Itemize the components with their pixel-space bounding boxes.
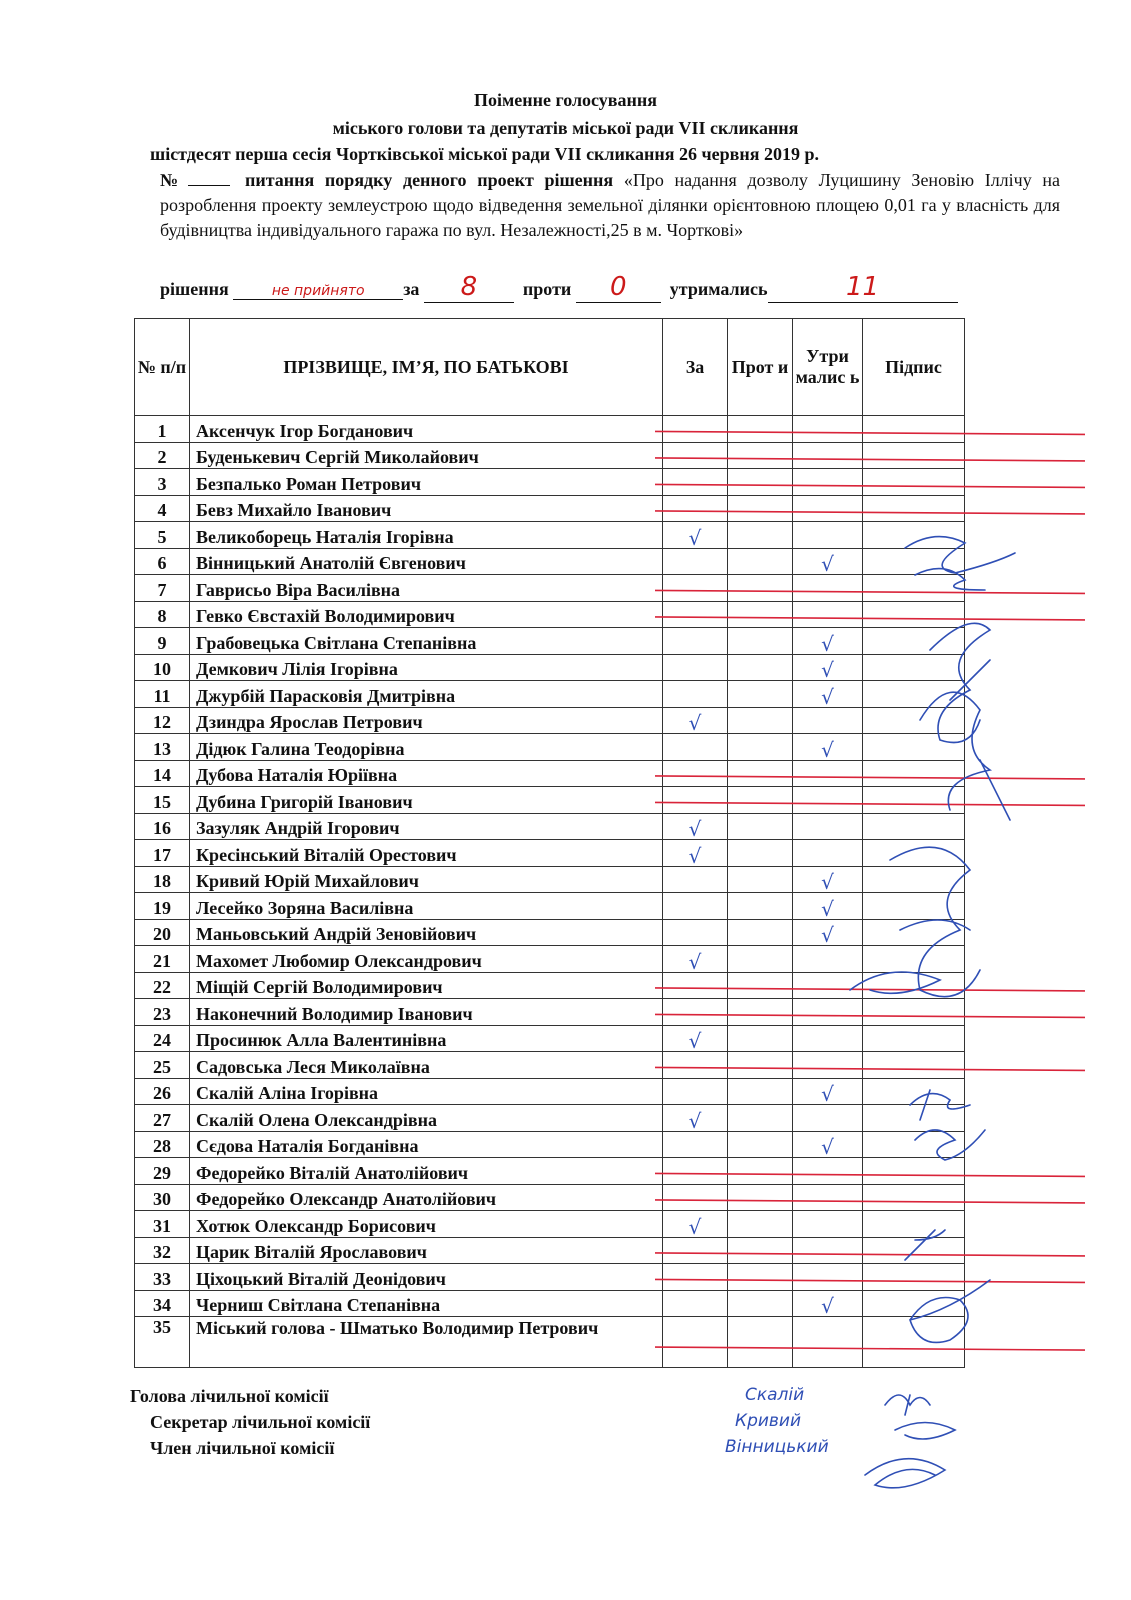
agenda-item xyxy=(160,168,1060,243)
row-number: 2 xyxy=(135,442,190,469)
table-header-row xyxy=(135,319,965,416)
row-number: 17 xyxy=(135,840,190,867)
row-number: 32 xyxy=(135,1237,190,1264)
deputy-name: Зазуляк Андрій Ігорович xyxy=(190,813,663,840)
signature-cell xyxy=(863,1290,965,1317)
against-label: проти xyxy=(522,279,572,299)
row-number: 33 xyxy=(135,1264,190,1291)
signature-cell xyxy=(863,1317,965,1368)
vote-abstain-cell xyxy=(793,813,863,840)
vote-abstain-cell xyxy=(793,548,863,575)
vote-for-cell xyxy=(663,1184,728,1211)
table-row xyxy=(135,628,965,655)
table-row xyxy=(135,1211,965,1238)
deputy-name: Грабовецька Світлана Степанівна xyxy=(190,628,663,655)
secretary-label: Секретар лічильної комісії xyxy=(150,1412,371,1432)
signature-cell xyxy=(863,442,965,469)
vote-against-cell xyxy=(728,522,793,549)
check-mark-icon: √ xyxy=(688,817,702,841)
table-row xyxy=(135,760,965,787)
vote-abstain-cell xyxy=(793,1052,863,1079)
row-number: 23 xyxy=(135,999,190,1026)
table-row xyxy=(135,442,965,469)
check-mark-icon: √ xyxy=(821,896,834,921)
check-mark-icon: √ xyxy=(688,1214,702,1239)
vote-for-cell xyxy=(663,1237,728,1264)
vote-abstain-cell xyxy=(793,1131,863,1158)
signature-cell xyxy=(863,1052,965,1079)
signature-cell xyxy=(863,760,965,787)
secretary-signature-name: Кривий xyxy=(735,1411,802,1431)
deputy-name: Бевз Михайло Іванович xyxy=(190,495,663,522)
deputy-name: Хотюк Олександр Борисович xyxy=(190,1211,663,1238)
vote-abstain-cell xyxy=(793,522,863,549)
row-number: 30 xyxy=(135,1184,190,1211)
vote-against-cell xyxy=(728,654,793,681)
deputy-name: Дубова Наталія Юріївна xyxy=(190,760,663,787)
vote-against-cell xyxy=(728,1237,793,1264)
vote-for-cell xyxy=(663,1025,728,1052)
row-number: 19 xyxy=(135,893,190,920)
vote-abstain-cell xyxy=(793,1078,863,1105)
vote-for-cell xyxy=(663,1317,728,1368)
deputy-name: Безпалько Роман Петрович xyxy=(190,469,663,496)
signature-cell xyxy=(863,840,965,867)
row-number: 7 xyxy=(135,575,190,602)
deputy-name: Кресінський Віталій Орестович xyxy=(190,840,663,867)
document-subtitle: міського голови та депутатів міської ради VII скликання xyxy=(332,118,799,138)
vote-against-cell xyxy=(728,919,793,946)
table-row xyxy=(135,1290,965,1317)
header-for: За xyxy=(663,319,728,416)
vote-for-cell xyxy=(663,946,728,973)
row-number: 20 xyxy=(135,919,190,946)
header-against: Прот и xyxy=(728,319,793,416)
vote-for-cell xyxy=(663,1052,728,1079)
signature-cell xyxy=(863,548,965,575)
vote-abstain-cell xyxy=(793,681,863,708)
row-number: 14 xyxy=(135,760,190,787)
row-number: 5 xyxy=(135,522,190,549)
deputy-name: Міщій Сергій Володимирович xyxy=(190,972,663,999)
row-number: 4 xyxy=(135,495,190,522)
deputy-name: Черниш Світлана Степанівна xyxy=(190,1290,663,1317)
deputy-name: Дубина Григорій Іванович xyxy=(190,787,663,814)
vote-against-cell xyxy=(728,1025,793,1052)
signature-cell xyxy=(863,919,965,946)
check-mark-icon: √ xyxy=(821,737,834,762)
vote-for-cell xyxy=(663,1131,728,1158)
table-row xyxy=(135,919,965,946)
vote-for-cell xyxy=(663,1264,728,1291)
vote-for-cell xyxy=(663,813,728,840)
check-mark-icon: √ xyxy=(821,870,834,894)
vote-abstain-cell xyxy=(793,1264,863,1291)
vote-abstain-cell xyxy=(793,1290,863,1317)
vote-against-cell xyxy=(728,1158,793,1185)
row-number: 1 xyxy=(135,416,190,443)
table-row xyxy=(135,1131,965,1158)
signature-cell xyxy=(863,522,965,549)
for-label: за xyxy=(403,279,420,299)
deputy-name: Міський голова - Шматько Володимир Петрович xyxy=(190,1317,663,1368)
signature-cell xyxy=(863,601,965,628)
table-row xyxy=(135,866,965,893)
vote-abstain-cell xyxy=(793,1158,863,1185)
row-number: 10 xyxy=(135,654,190,681)
session-line: шістдесят перша сесія Чортківської міської ради VII скликання 26 червня 2019 р. xyxy=(150,144,819,164)
check-mark-icon: √ xyxy=(688,525,702,550)
vote-against-cell xyxy=(728,548,793,575)
row-number: 18 xyxy=(135,866,190,893)
deputy-name: Дзиндра Ярослав Петрович xyxy=(190,707,663,734)
table-row xyxy=(135,495,965,522)
table-row xyxy=(135,548,965,575)
vote-for-cell xyxy=(663,1158,728,1185)
deputy-name: Царик Віталій Ярославович xyxy=(190,1237,663,1264)
deputy-name: Гаврисьо Віра Василівна xyxy=(190,575,663,602)
deputy-name: Федорейко Олександр Анатолійович xyxy=(190,1184,663,1211)
vote-abstain-cell xyxy=(793,1105,863,1132)
row-number: 15 xyxy=(135,787,190,814)
vote-for-cell xyxy=(663,495,728,522)
vote-for-cell xyxy=(663,999,728,1026)
table-row xyxy=(135,575,965,602)
signature-cell xyxy=(863,707,965,734)
vote-abstain-cell xyxy=(793,654,863,681)
deputy-name: Демкович Лілія Ігорівна xyxy=(190,654,663,681)
vote-abstain-cell xyxy=(793,840,863,867)
row-number: 3 xyxy=(135,469,190,496)
vote-against-cell xyxy=(728,734,793,761)
check-mark-icon: √ xyxy=(688,1108,702,1133)
vote-against-cell xyxy=(728,469,793,496)
deputy-name: Скалій Олена Олександрівна xyxy=(190,1105,663,1132)
vote-for-cell xyxy=(663,919,728,946)
item-prefix: № xyxy=(160,170,185,190)
decision-line xyxy=(160,272,958,303)
table-row xyxy=(135,999,965,1026)
signature-cell xyxy=(863,469,965,496)
row-number: 34 xyxy=(135,1290,190,1317)
table-row xyxy=(135,601,965,628)
vote-against-cell xyxy=(728,1211,793,1238)
vote-for-cell xyxy=(663,548,728,575)
vote-for-cell xyxy=(663,760,728,787)
check-mark-icon: √ xyxy=(821,1082,834,1106)
member-signature-name: Вінницький xyxy=(725,1437,829,1457)
vote-for-cell xyxy=(663,893,728,920)
table-row xyxy=(135,1184,965,1211)
vote-against-cell xyxy=(728,1131,793,1158)
vote-against-cell xyxy=(728,1105,793,1132)
signature-cell xyxy=(863,1264,965,1291)
deputy-name: Джурбій Парасковія Дмитрівна xyxy=(190,681,663,708)
item-number-blank xyxy=(188,185,230,186)
row-number: 16 xyxy=(135,813,190,840)
vote-against-cell xyxy=(728,601,793,628)
deputy-name: Лесейко Зоряна Василівна xyxy=(190,893,663,920)
signature-cell xyxy=(863,1131,965,1158)
deputy-name: Великоборець Наталія Ігорівна xyxy=(190,522,663,549)
row-number: 26 xyxy=(135,1078,190,1105)
chair-label: Голова лічильної комісії xyxy=(130,1386,329,1406)
vote-abstain-cell xyxy=(793,495,863,522)
header-name: ПРІЗВИЩЕ, ІМ’Я, ПО БАТЬКОВІ xyxy=(190,319,663,416)
vote-against-cell xyxy=(728,416,793,443)
signature-scribble xyxy=(885,1395,930,1415)
for-count: 8 xyxy=(424,272,514,303)
vote-abstain-cell xyxy=(793,734,863,761)
deputy-name: Федорейко Віталій Анатолійович xyxy=(190,1158,663,1185)
table-row xyxy=(135,522,965,549)
vote-abstain-cell xyxy=(793,1317,863,1368)
vote-for-cell xyxy=(663,654,728,681)
signature-cell xyxy=(863,893,965,920)
signature-cell xyxy=(863,1025,965,1052)
signature-cell xyxy=(863,416,965,443)
check-mark-icon: √ xyxy=(821,552,834,576)
vote-for-cell xyxy=(663,707,728,734)
row-number: 24 xyxy=(135,1025,190,1052)
row-number: 6 xyxy=(135,548,190,575)
vote-abstain-cell xyxy=(793,787,863,814)
table-row xyxy=(135,654,965,681)
table-row xyxy=(135,946,965,973)
vote-abstain-cell xyxy=(793,946,863,973)
table-row xyxy=(135,1052,965,1079)
vote-for-cell xyxy=(663,575,728,602)
signature-cell xyxy=(863,1184,965,1211)
item-label: питання порядку денного проект рішення xyxy=(244,170,614,190)
vote-against-cell xyxy=(728,893,793,920)
vote-for-cell xyxy=(663,1105,728,1132)
row-number: 29 xyxy=(135,1158,190,1185)
deputy-name: Скалій Аліна Ігорівна xyxy=(190,1078,663,1105)
signature-cell xyxy=(863,1105,965,1132)
vote-against-cell xyxy=(728,1078,793,1105)
signature-cell xyxy=(863,1078,965,1105)
signature-scribble xyxy=(895,1423,955,1440)
check-mark-icon: √ xyxy=(821,684,834,709)
vote-abstain-cell xyxy=(793,469,863,496)
signature-cell xyxy=(863,946,965,973)
vote-for-cell xyxy=(663,734,728,761)
signature-cell xyxy=(863,1211,965,1238)
table-row xyxy=(135,1264,965,1291)
deputy-name: Сєдова Наталія Богданівна xyxy=(190,1131,663,1158)
member-label: Член лічильної комісії xyxy=(150,1438,335,1458)
deputy-name: Вінницький Анатолій Євгенович xyxy=(190,548,663,575)
table-row xyxy=(135,734,965,761)
vote-abstain-cell xyxy=(793,575,863,602)
abstain-label: утримались xyxy=(669,279,768,299)
vote-for-cell xyxy=(663,628,728,655)
deputy-name: Просинюк Алла Валентинівна xyxy=(190,1025,663,1052)
vote-abstain-cell xyxy=(793,442,863,469)
signature-cell xyxy=(863,999,965,1026)
signature-cell xyxy=(863,495,965,522)
deputy-name: Аксенчук Ігор Богданович xyxy=(190,416,663,443)
vote-for-cell xyxy=(663,1211,728,1238)
vote-abstain-cell xyxy=(793,760,863,787)
row-number: 21 xyxy=(135,946,190,973)
vote-abstain-cell xyxy=(793,628,863,655)
table-row xyxy=(135,813,965,840)
vote-for-cell xyxy=(663,442,728,469)
deputy-name: Буденькевич Сергій Миколайович xyxy=(190,442,663,469)
check-mark-icon: √ xyxy=(688,711,702,735)
row-number: 27 xyxy=(135,1105,190,1132)
vote-for-cell xyxy=(663,840,728,867)
item-text: «Про надання дозволу Луцишину Зеновію Іллічу на розроблення проекту землеустрою щодо відведення земельної ділянки орієнтовною площею 0,01 га у власність для будівництва індивідуального гаража по вул. Незалежності,25 в м. Чорткові» xyxy=(160,170,1061,240)
deputy-name: Наконечний Володимир Іванович xyxy=(190,999,663,1026)
table-row xyxy=(135,1237,965,1264)
vote-for-cell xyxy=(663,416,728,443)
abstain-count: 11 xyxy=(768,272,958,303)
vote-abstain-cell xyxy=(793,1184,863,1211)
row-number: 31 xyxy=(135,1211,190,1238)
vote-abstain-cell xyxy=(793,601,863,628)
signature-cell xyxy=(863,628,965,655)
check-mark-icon: √ xyxy=(821,923,834,947)
vote-for-cell xyxy=(663,972,728,999)
vote-abstain-cell xyxy=(793,999,863,1026)
signature-scribble xyxy=(865,1459,945,1488)
vote-against-cell xyxy=(728,1290,793,1317)
vote-against-cell xyxy=(728,707,793,734)
vote-against-cell xyxy=(728,999,793,1026)
row-number: 28 xyxy=(135,1131,190,1158)
vote-abstain-cell xyxy=(793,893,863,920)
check-mark-icon: √ xyxy=(688,1029,702,1053)
table-row xyxy=(135,1105,965,1132)
decision-result: не прийнято xyxy=(233,283,403,300)
signature-cell xyxy=(863,972,965,999)
check-mark-icon: √ xyxy=(688,949,702,974)
deputy-name: Маньовський Андрій Зеновійович xyxy=(190,919,663,946)
table-row xyxy=(135,1078,965,1105)
signature-cell xyxy=(863,866,965,893)
vote-against-cell xyxy=(728,1052,793,1079)
row-number: 22 xyxy=(135,972,190,999)
deputy-name: Махомет Любомир Олександрович xyxy=(190,946,663,973)
deputy-name: Садовська Леся Миколаївна xyxy=(190,1052,663,1079)
vote-table xyxy=(134,318,965,1368)
vote-abstain-cell xyxy=(793,707,863,734)
vote-against-cell xyxy=(728,681,793,708)
signature-cell xyxy=(863,734,965,761)
table-row xyxy=(135,840,965,867)
vote-for-cell xyxy=(663,1290,728,1317)
vote-against-cell xyxy=(728,787,793,814)
vote-for-cell xyxy=(663,1078,728,1105)
table-row xyxy=(135,972,965,999)
vote-against-cell xyxy=(728,972,793,999)
vote-against-cell xyxy=(728,495,793,522)
vote-for-cell xyxy=(663,469,728,496)
deputy-name: Ціхоцький Віталій Деонідович xyxy=(190,1264,663,1291)
table-row xyxy=(135,1317,965,1368)
row-number: 12 xyxy=(135,707,190,734)
vote-against-cell xyxy=(728,946,793,973)
deputy-name: Гевко Євстахій Володимирович xyxy=(190,601,663,628)
vote-against-cell xyxy=(728,1264,793,1291)
deputy-name: Кривий Юрій Михайлович xyxy=(190,866,663,893)
signature-cell xyxy=(863,681,965,708)
signature-cell xyxy=(863,813,965,840)
vote-against-cell xyxy=(728,628,793,655)
against-count: 0 xyxy=(576,272,661,303)
signature-cell xyxy=(863,1158,965,1185)
vote-for-cell xyxy=(663,601,728,628)
vote-against-cell xyxy=(728,760,793,787)
check-mark-icon: √ xyxy=(688,843,702,868)
row-number: 8 xyxy=(135,601,190,628)
row-number: 9 xyxy=(135,628,190,655)
header-signature: Підпис xyxy=(863,319,965,416)
deputy-name: Дідюк Галина Теодорівна xyxy=(190,734,663,761)
vote-against-cell xyxy=(728,840,793,867)
vote-against-cell xyxy=(728,866,793,893)
signature-cell xyxy=(863,787,965,814)
check-mark-icon: √ xyxy=(821,631,834,656)
check-mark-icon: √ xyxy=(821,1135,834,1159)
vote-abstain-cell xyxy=(793,1211,863,1238)
vote-against-cell xyxy=(728,575,793,602)
table-row xyxy=(135,1158,965,1185)
vote-abstain-cell xyxy=(793,919,863,946)
vote-abstain-cell xyxy=(793,1237,863,1264)
table-row xyxy=(135,469,965,496)
row-number: 35 xyxy=(135,1317,190,1368)
vote-abstain-cell xyxy=(793,866,863,893)
row-number: 13 xyxy=(135,734,190,761)
vote-for-cell xyxy=(663,681,728,708)
signature-cell xyxy=(863,575,965,602)
row-number: 25 xyxy=(135,1052,190,1079)
vote-abstain-cell xyxy=(793,972,863,999)
signature-cell xyxy=(863,654,965,681)
vote-for-cell xyxy=(663,522,728,549)
check-mark-icon: √ xyxy=(821,658,834,682)
header-num: № п/п xyxy=(135,319,190,416)
header-abstain: Утри малис ь xyxy=(793,319,863,416)
chair-signature-name: Скалій xyxy=(745,1385,805,1405)
table-row xyxy=(135,893,965,920)
check-mark-icon: √ xyxy=(821,1294,834,1318)
vote-abstain-cell xyxy=(793,1025,863,1052)
document-title: Поіменне голосування xyxy=(473,90,658,110)
decision-label: рішення xyxy=(160,279,229,299)
vote-for-cell xyxy=(663,866,728,893)
table-row xyxy=(135,1025,965,1052)
signature-cell xyxy=(863,1237,965,1264)
vote-against-cell xyxy=(728,1184,793,1211)
vote-against-cell xyxy=(728,442,793,469)
table-row xyxy=(135,787,965,814)
table-row xyxy=(135,707,965,734)
table-row xyxy=(135,416,965,443)
vote-for-cell xyxy=(663,787,728,814)
row-number: 11 xyxy=(135,681,190,708)
vote-abstain-cell xyxy=(793,416,863,443)
table-row xyxy=(135,681,965,708)
vote-against-cell xyxy=(728,1317,793,1368)
vote-against-cell xyxy=(728,813,793,840)
